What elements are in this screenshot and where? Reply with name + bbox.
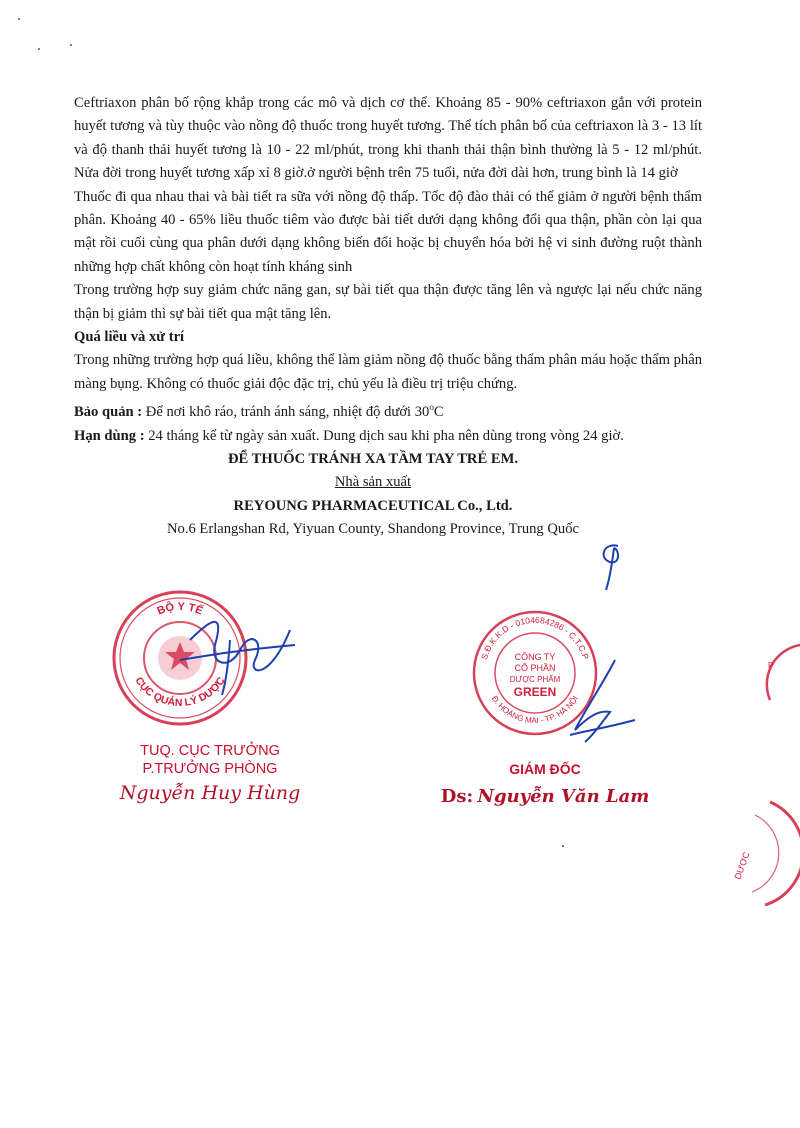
manufacturer-address: No.6 Erlangshan Rd, Yiyuan County, Shandong Province, Trung Quốc: [167, 521, 579, 538]
scan-speck: [38, 48, 40, 50]
edge-stamp-upper-text: P: [768, 661, 774, 670]
left-signature-title1: TUQ. CỤC TRƯỞNG: [140, 743, 280, 759]
child-warning: ĐỂ THUỐC TRÁNH XA TẦM TAY TRẺ EM.: [227, 450, 519, 467]
storage-label: Bảo quản :: [74, 404, 143, 421]
edge-stamp-lower-text: DƯỢC: [732, 850, 752, 881]
company-stamp-line1: CÔNG TY: [514, 652, 556, 662]
company-stamp-line3: DƯỢC PHẨM: [509, 675, 561, 684]
storage-degree: o: [429, 402, 434, 413]
storage-unit: C: [433, 404, 444, 421]
left-signature-title2: P.TRƯỞNG PHÒNG: [142, 761, 278, 777]
right-signature-name: Nguyễn Văn Lam: [477, 786, 650, 807]
company-stamp-ring: S.Đ.K.K.D - 0104684286 - C.T.C.P: [479, 614, 591, 661]
edge-stamp-upper: [740, 640, 800, 710]
scan-speck: [70, 44, 72, 46]
paragraph-excretion: Thuốc đi qua nhau thai và bài tiết ra sữa với nồng độ thấp. Tốc độ đào thải có thể giảm ở người bệnh thẩm phân. Khoảng 40 - 65% liều thuốc tiêm vào được bài tiết dưới dạng không đổi qua thận, phần còn lại qua mật rồi cuối cùng qua phân dưới dạng không biến đổi hoặc bị chuyển hóa bởi hệ vi sinh đường ruột thành những hợp chất không còn hoạt tính kháng sinh: [74, 188, 702, 275]
company-stamp-line4: GREEN: [513, 685, 557, 699]
storage-line: [74, 396, 702, 424]
left-signature-scribble: [170, 600, 310, 700]
manufacturer-name: REYOUNG PHARMACEUTICAL Co., Ltd.: [233, 497, 513, 514]
paragraph-liver-kidney: Trong trường hợp suy giảm chức năng gan, sự bài tiết qua thận được tăng lên và ngược lại nếu chức năng thận bị giảm thì sự bài tiết qua mật tăng lên.: [74, 282, 702, 322]
right-signature-block: [440, 760, 650, 807]
scan-speck: [18, 18, 20, 20]
left-signature-name: Nguyễn Huy Hùng: [119, 782, 301, 804]
company-stamp-ring-bottom: Đ. HOÀNG MAI - TP. HÀ NỘI: [490, 694, 580, 726]
paragraph-distribution: Ceftriaxon phân bố rộng khắp trong các mô và dịch cơ thể. Khoảng 85 - 90% ceftriaxon gắn với protein huyết tương và tùy thuộc vào nồng độ thuốc trong huyết tương. Thể tích phân bố của ceftriaxon là 3 - 13 lít và độ thanh thải huyết tương là 10 - 22 ml/phút, trong khi thanh thải thận bình thường là 5 - 12 ml/phút. Nửa đời trong huyết tương xấp xỉ 8 giờ.ở người bệnh trên 75 tuổi, nửa đời dài hơn, trung bình là 14 giờ: [74, 95, 702, 182]
overdose-heading: Quá liều và xử trí: [74, 329, 185, 346]
document-body: [74, 92, 702, 542]
company-stamp-line2: CỔ PHẦN: [514, 663, 556, 673]
right-signature-name-line: [440, 786, 650, 807]
edge-stamp-lower: [710, 800, 800, 910]
manufacturer-label: Nhà sản xuất: [334, 474, 412, 491]
ministry-stamp-bottom: CỤC QUẢN LÝ DƯỢC: [132, 674, 228, 710]
scan-speck: [562, 845, 564, 847]
ministry-stamp-top: BỘ Y TẾ: [155, 600, 205, 618]
expiry-line: [74, 425, 702, 448]
expiry-text: 24 tháng kể từ ngày sản xuất. Dung dịch sau khi pha nên dùng trong vòng 24 giờ.: [144, 427, 624, 444]
storage-text: Để nơi khô ráo, tránh ánh sáng, nhiệt độ dưới 30: [142, 404, 430, 421]
right-signature-title: GIÁM ĐỐC: [509, 761, 581, 777]
overdose-text: Trong những trường hợp quá liều, không thể làm giảm nồng độ thuốc bằng thẩm phân máu hoặc thẩm phân màng bụng. Không có thuốc giải độc đặc trị, chủ yếu là điều trị triệu chứng.: [74, 352, 702, 392]
right-signature-prefix: Ds:: [440, 786, 474, 807]
left-signature-block: [110, 742, 310, 804]
expiry-label: Hạn dùng :: [74, 427, 145, 444]
initial-mark: [590, 540, 630, 595]
right-signature-scribble: [545, 650, 645, 750]
